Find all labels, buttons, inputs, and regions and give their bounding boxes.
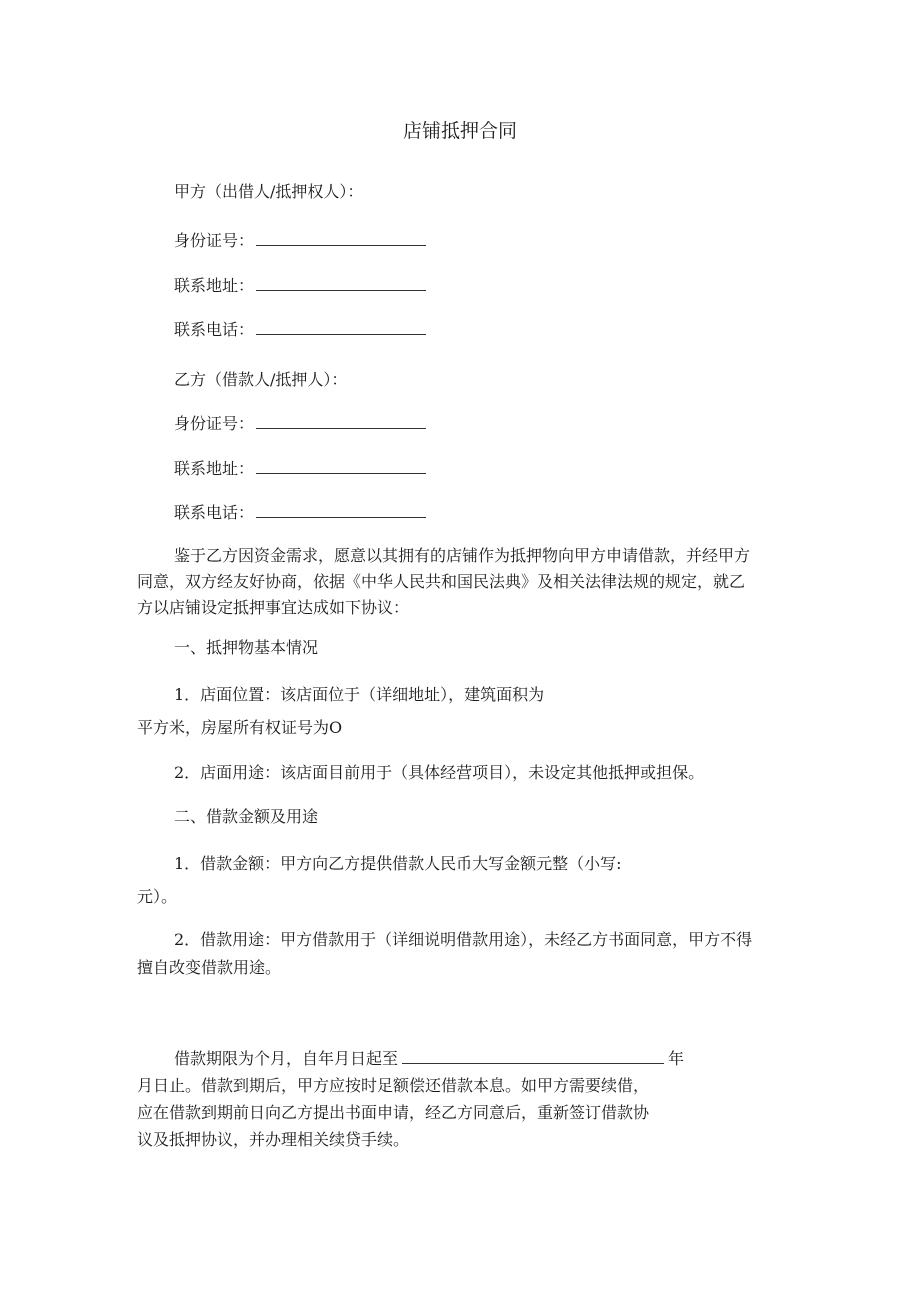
term-line-1-text: 借款期限为个月，自年月日起至	[174, 1049, 399, 1068]
section-2-item-1-line-1: 1．借款金额：甲方向乙方提供借款人民币大写金额元整（小写:	[174, 854, 622, 873]
section-2-item-2-line-1: 2．借款用途：甲方借款用于（详细说明借款用途），未经乙方书面同意，甲方不得	[174, 930, 753, 949]
preamble-line-2: 同意，双方经友好协商，依据《中华人民共和国民法典》及相关法律法规的规定，就乙	[137, 572, 746, 591]
party-b-id-label: 身份证号：	[174, 414, 255, 433]
section-2-item-2-line-2: 擅自改变借款用途。	[137, 958, 282, 977]
party-a-id-row	[174, 230, 426, 252]
term-line-1	[174, 1048, 684, 1070]
party-a-heading: 甲方（出借人/抵押权人）：	[174, 182, 364, 201]
party-a-address-row	[174, 275, 426, 297]
party-b-id-blank	[256, 414, 426, 429]
party-b-address-label: 联系地址：	[174, 459, 255, 478]
document-title: 店铺抵押合同	[402, 120, 517, 142]
section-1-heading: 一、抵押物基本情况	[174, 638, 319, 657]
term-line-3: 应在借款到期前日向乙方提出书面申请，经乙方同意后，重新签订借款协	[137, 1103, 650, 1122]
party-b-id-row	[174, 413, 426, 435]
section-2-item-1-line-2: 元）。	[137, 887, 178, 906]
party-b-phone-blank	[256, 503, 426, 518]
party-a-address-blank	[256, 276, 426, 291]
party-a-phone-blank	[256, 320, 426, 335]
preamble-line-3: 方以店铺设定抵押事宜达成如下协议：	[137, 598, 410, 617]
section-1-item-2: 2．店面用途：该店面目前用于（具体经营项目），未设定其他抵押或担保。	[174, 763, 705, 782]
party-a-id-blank	[256, 231, 426, 246]
party-a-id-label: 身份证号：	[174, 231, 255, 250]
term-line-2: 月日止。借款到期后，甲方应按时足额偿还借款本息。如甲方需要续借，	[137, 1076, 650, 1095]
term-line-4: 议及抵押协议，并办理相关续贷手续。	[137, 1130, 410, 1149]
party-a-phone-label: 联系电话：	[174, 320, 255, 339]
term-end-date-blank	[402, 1049, 664, 1064]
party-b-address-blank	[256, 459, 426, 474]
section-2-heading: 二、借款金额及用途	[174, 807, 319, 826]
party-b-phone-label: 联系电话：	[174, 503, 255, 522]
term-line-1-year: 年	[668, 1049, 685, 1068]
party-b-address-row	[174, 458, 426, 480]
section-1-item-1-line-2: 平方米，房屋所有权证号为O	[137, 718, 343, 737]
party-b-phone-row	[174, 502, 426, 524]
preamble-line-1: 鉴于乙方因资金需求，愿意以其拥有的店铺作为抵押物向甲方申请借款，并经甲方	[174, 546, 751, 565]
party-a-address-label: 联系地址：	[174, 276, 255, 295]
section-1-item-1-line-1: 1．店面位置：该店面位于（详细地址），建筑面积为	[174, 685, 545, 704]
party-b-heading: 乙方（借款人/抵押人）：	[174, 370, 348, 389]
party-a-phone-row	[174, 319, 426, 341]
